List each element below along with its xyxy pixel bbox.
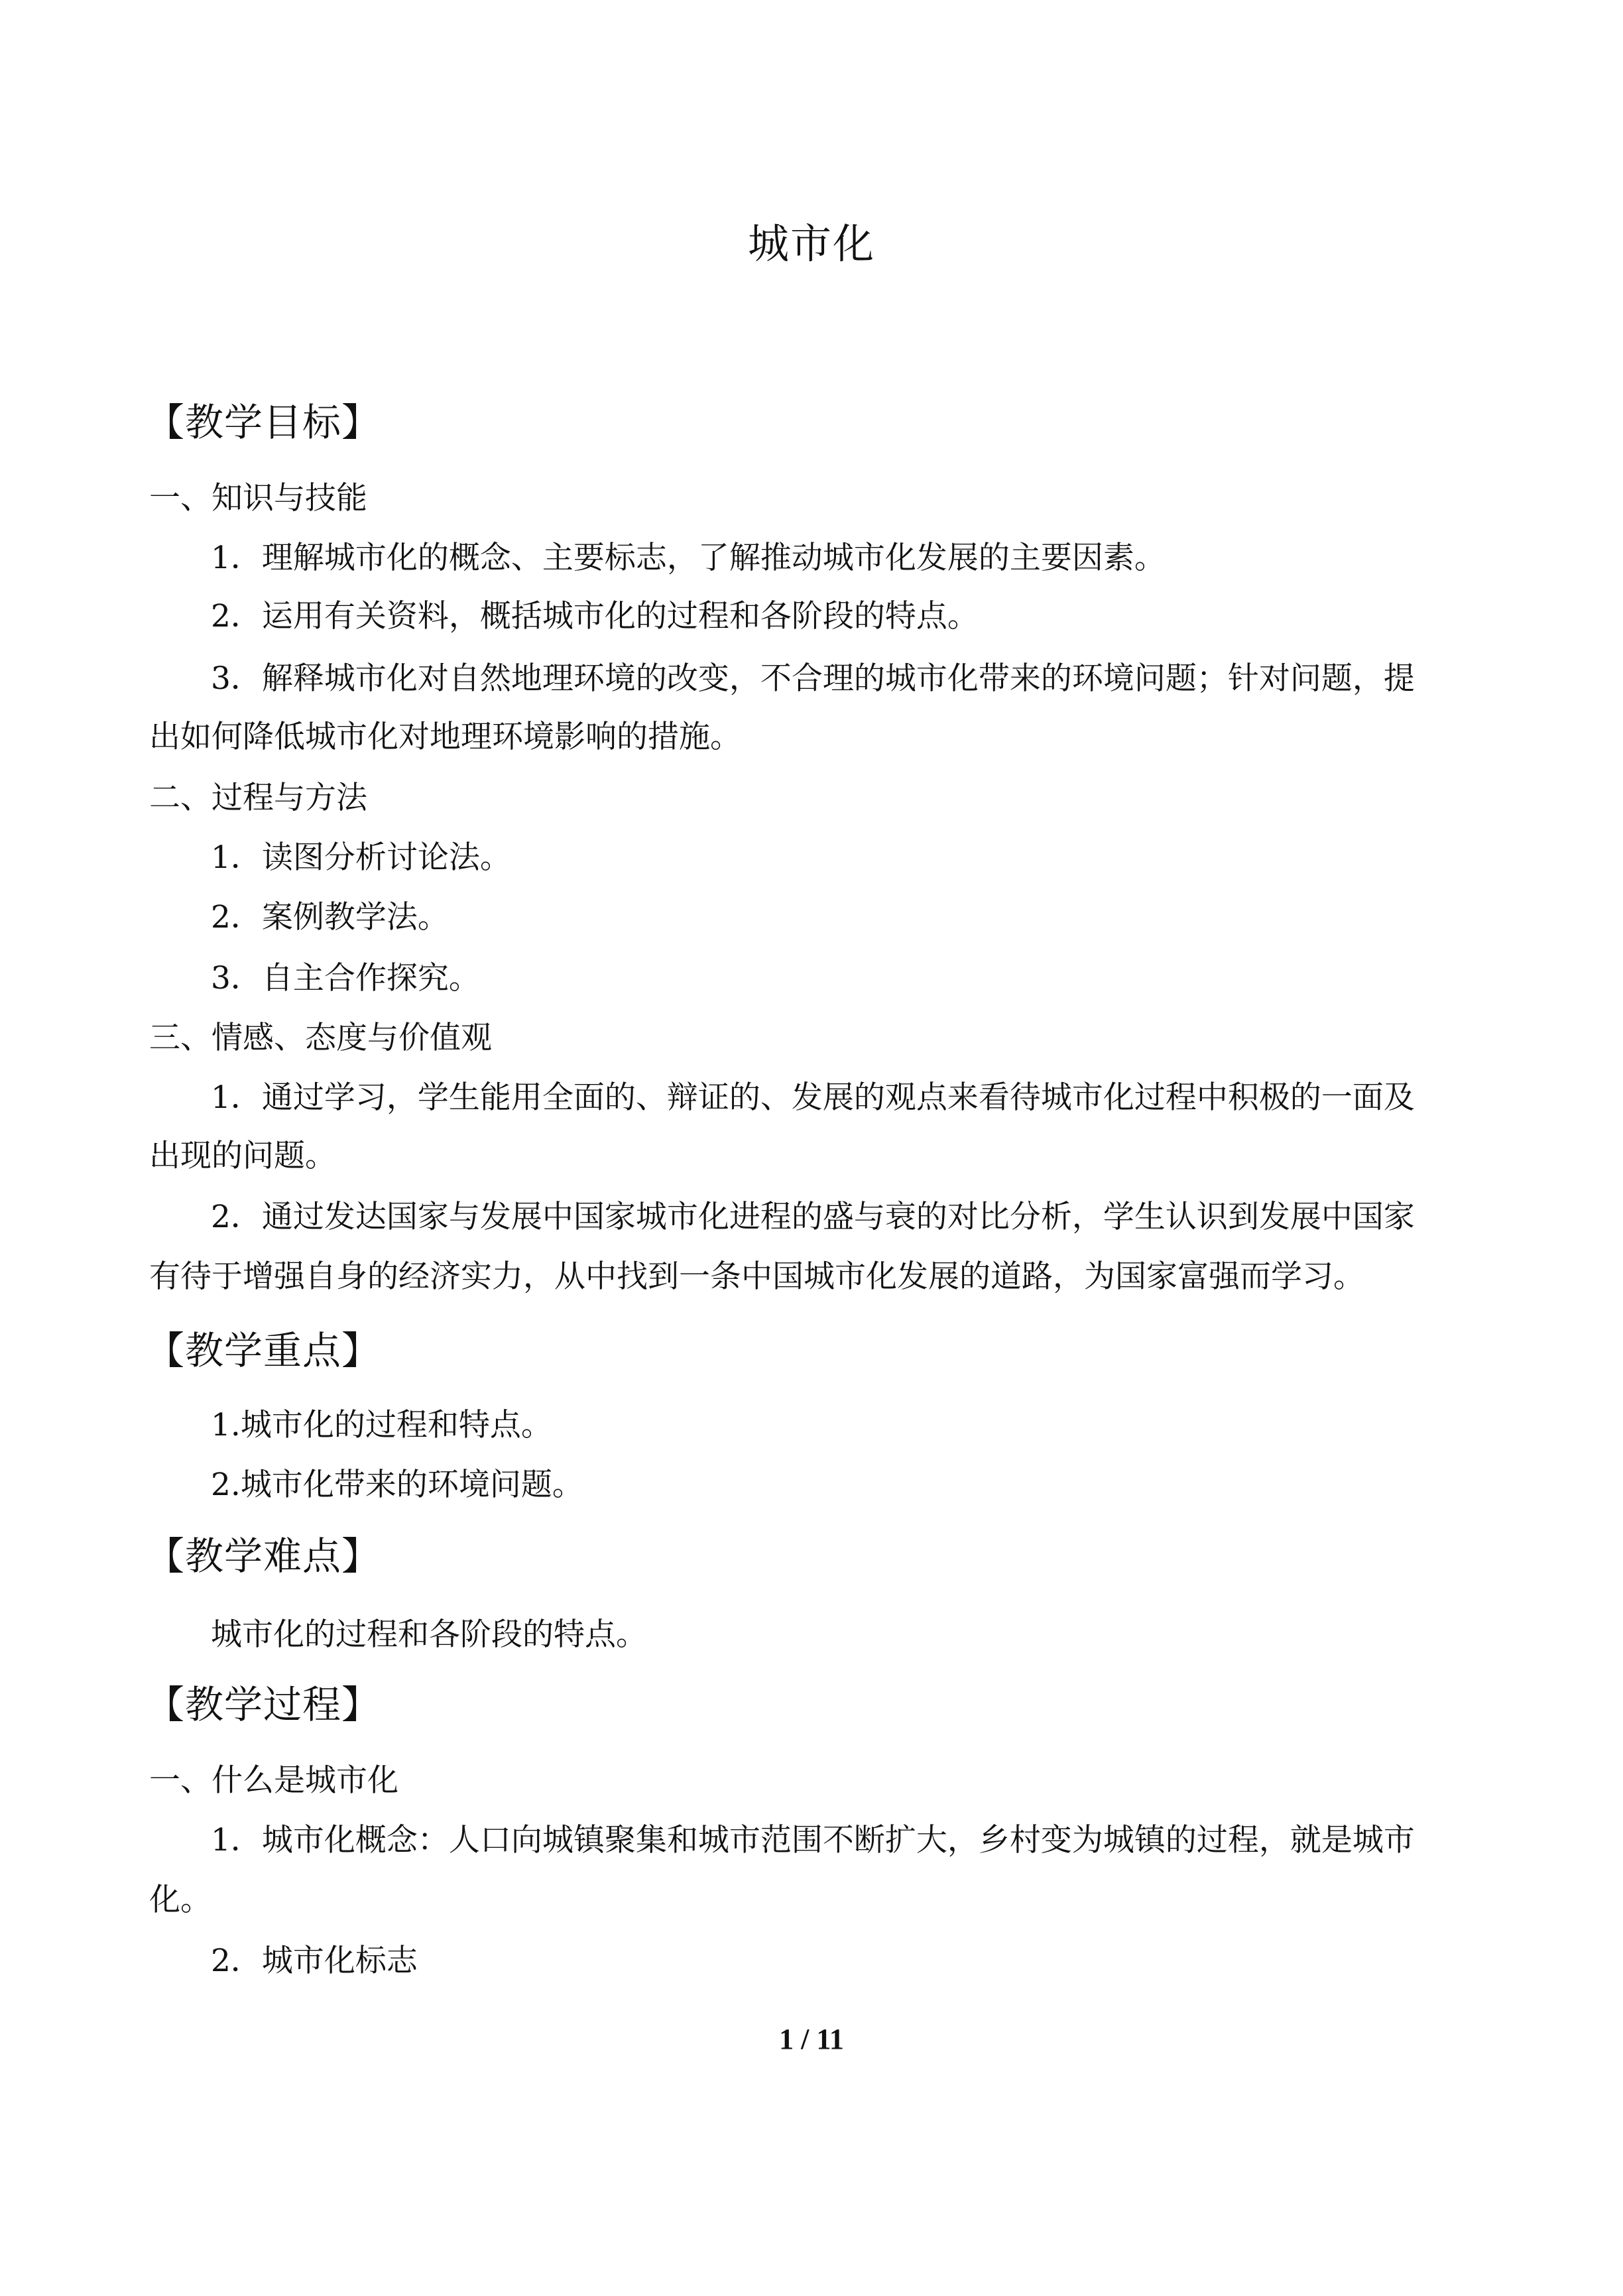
emotion-item-1: 1．通过学习，学生能用全面的、辩证的、发展的观点来看待城市化过程中积极的一面及	[211, 1079, 1415, 1116]
emotion-heading: 三、情感、态度与价值观	[149, 1020, 492, 1056]
process-item-1: 1．读图分析讨论法。	[211, 839, 511, 876]
procedure-heading: 【教学过程】	[146, 1682, 381, 1727]
page-indicator: 1 / 11	[779, 2023, 844, 2055]
key-point-2: 2.城市化带来的环境问题。	[211, 1467, 583, 1503]
process-heading: 二、过程与方法	[149, 780, 367, 816]
process-item-2: 2．案例教学法。	[211, 899, 449, 936]
key-point-1: 1.城市化的过程和特点。	[211, 1407, 552, 1443]
procedure-item-2: 2．城市化标志	[211, 1943, 418, 1979]
knowledge-item-1: 1．理解城市化的概念、主要标志，了解推动城市化发展的主要因素。	[211, 540, 1166, 576]
procedure-item-1: 1．城市化概念：人口向城镇聚集和城市范围不断扩大，乡村变为城镇的过程，就是城市	[211, 1822, 1415, 1858]
procedure-item-1-cont: 化。	[149, 1882, 211, 1918]
emotion-item-2-cont: 有待于增强自身的经济实力，从中找到一条中国城市化发展的道路，为国家富强而学习。	[149, 1258, 1364, 1295]
difficulty-heading: 【教学难点】	[146, 1534, 381, 1579]
knowledge-item-3: 3．解释城市化对自然地理环境的改变，不合理的城市化带来的环境问题；针对问题，提	[211, 660, 1415, 697]
process-item-3: 3．自主合作探究。	[211, 960, 480, 997]
procedure-subheading: 一、什么是城市化	[149, 1762, 398, 1799]
objectives-heading: 【教学目标】	[146, 400, 381, 445]
page-title: 城市化	[747, 219, 875, 268]
emotion-item-1-cont: 出现的问题。	[149, 1138, 336, 1174]
knowledge-heading: 一、知识与技能	[149, 480, 367, 516]
knowledge-item-2: 2．运用有关资料，概括城市化的过程和各阶段的特点。	[211, 598, 979, 634]
key-points-heading: 【教学重点】	[146, 1328, 381, 1373]
emotion-item-2: 2．通过发达国家与发展中国家城市化进程的盛与衰的对比分析，学生认识到发展中国家	[211, 1199, 1415, 1235]
knowledge-item-3-cont: 出如何降低城市化对地理环境影响的措施。	[149, 719, 741, 755]
difficulty-text: 城市化的过程和各阶段的特点。	[211, 1616, 647, 1653]
